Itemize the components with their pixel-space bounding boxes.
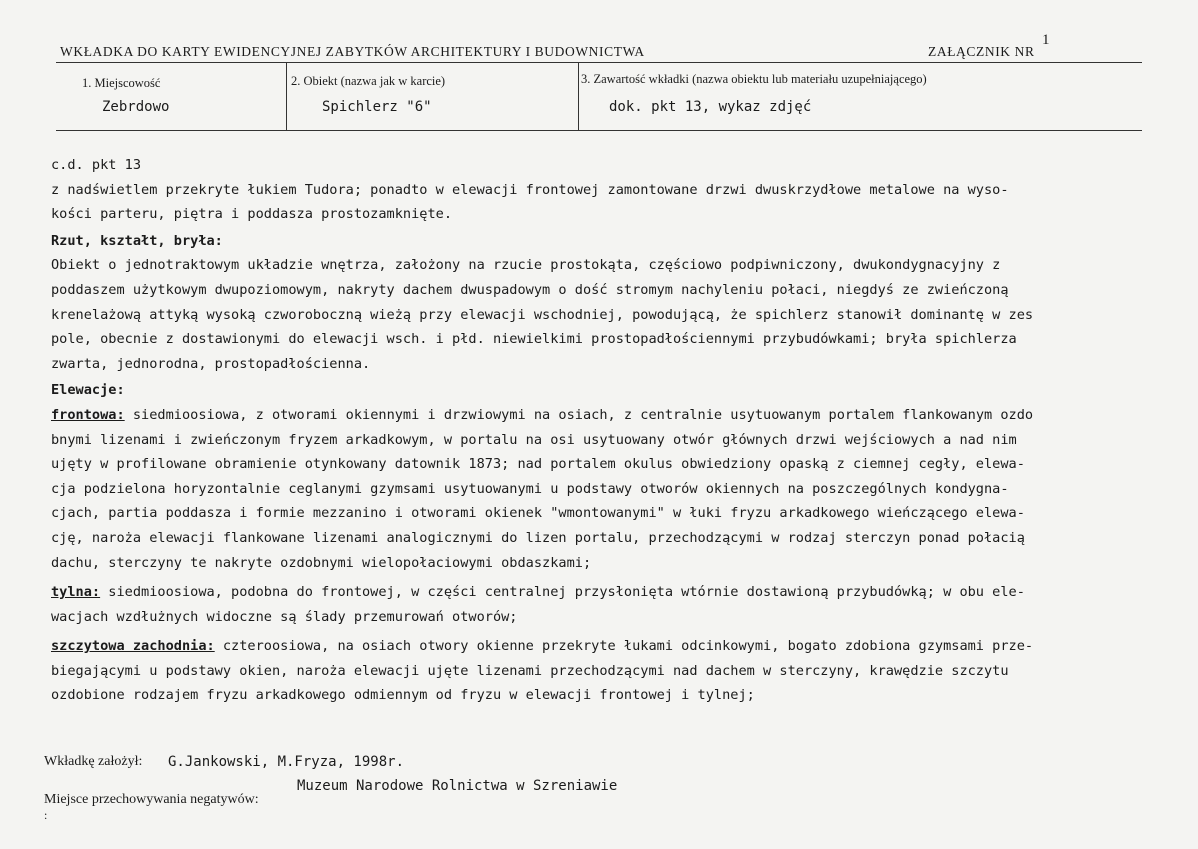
plan-line: poddaszem użytkowym dwupoziomowym, nakryty dachem dwuspadowym o dość stromym nachyleniu połaci, niegdyś ze zwieńczoną: [51, 281, 1009, 298]
front-elevation-line: cjach, partia poddasza i formie mezzanino i otworami okienek "wmontowanymi" w łuki fryzu arkadkowego wieńczącego elewa-: [51, 505, 1025, 522]
front-elevation-line: cję, naroża elewacji flankowane lizenami analogicznymi do lizen portalu, przechodzącymi w rodzaj sterczyn ponad połacią: [51, 529, 1025, 546]
field-value-object: Spichlerz "6": [322, 99, 432, 115]
field-label-object: 2. Obiekt (nazwa jak w karcie): [291, 74, 446, 88]
author-value: G.Jankowski, M.Fryza, 1998r.: [168, 754, 405, 770]
front-elevation-line: [51, 403, 1151, 428]
rear-elevation-text: siedmioosiowa, podobna do frontowej, w części centralnej przysłonięta wtórnie dostawioną przybudówką; w obu ele-: [100, 584, 1025, 601]
west-gable-elevation-text: czteroosiowa, na osiach otwory okienne przekryte łukami odcinkowymi, bogato zdobiona gzymsami prze-: [214, 638, 1034, 655]
document-body: [51, 153, 1151, 708]
form-title: WKŁADKA DO KARTY EWIDENCYJNEJ ZABYTKÓW ARCHITEKTURY I BUDOWNICTWA: [60, 44, 645, 59]
field-label-content: 3. Zawartość wkładki (nazwa obiektu lub materiału uzupełniającego): [581, 72, 927, 86]
west-gable-elevation-line: biegającymi u podstawy okien, naroża elewacji ujęte lizenami przechodzącymi nad dachem w sterczyny, krawędzie szczytu: [51, 662, 1009, 679]
front-elevation-label: frontowa:: [51, 406, 125, 423]
field-value-location: Zebrdowo: [102, 99, 170, 115]
front-elevation-text: siedmioosiowa, z otworami okiennymi i drzwiowymi na osiach, z centralnie usytuowanym portalem flankowanym ozdo: [124, 406, 1034, 423]
west-gable-elevation-line: [51, 634, 1151, 659]
front-elevation-line: cja podzielona horyzontalnie ceglanymi gzymsami usytuowanymi u podstawy otworów okiennych na poszczególnych kondygna-: [51, 480, 1009, 497]
author-label: Wkładkę założył:: [44, 754, 143, 769]
plan-line: zwarta, jednorodna, prostopadłościenna.: [51, 355, 371, 372]
page-number: 1: [1042, 32, 1050, 48]
front-elevation-line: dachu, sterczyny te nakryte ozdobnymi wielopołaciowymi obdaszkami;: [51, 554, 592, 571]
negatives-location-value: Muzeum Narodowe Rolnictwa w Szreniawie: [297, 778, 618, 794]
footer-colon-mark: :: [44, 808, 48, 822]
intro-line: kości parteru, piętra i poddasza prostozamknięte.: [51, 206, 453, 223]
west-gable-elevation-line: ozdobione rodzajem fryzu arkadkowego odmiennym od fryzu w elewacji frontowej i tylnej;: [51, 687, 755, 704]
field-value-content: dok. pkt 13, wykaz zdjęć: [609, 99, 812, 115]
rear-elevation-line: [51, 580, 1151, 605]
rear-elevation-label: tylna:: [51, 584, 101, 601]
west-gable-elevation-label: szczytowa zachodnia:: [51, 638, 215, 655]
annex-number-label: ZAŁĄCZNIK NR: [928, 44, 1035, 59]
continuation-heading: c.d. pkt 13: [51, 157, 142, 173]
section-heading-elevations: Elewacje:: [51, 382, 125, 399]
negatives-location-label: Miejsce przechowywania negatywów:: [44, 792, 259, 807]
front-elevation-line: ujęty w profilowane obramienie otynkowany datownik 1873; nad portalem okulus obwiedziony opaską z ciemnej cegły, elewa-: [51, 456, 1025, 473]
header-rule: [56, 62, 1142, 63]
intro-line: z nadświetlem przekryte łukiem Tudora; ponadto w elewacji frontowej zamontowane drzwi dwuskrzydłowe metalowe na wyso-: [51, 181, 1009, 198]
plan-line: krenelażową attyką wysoką czworoboczną wieżą przy elewacji wschodniej, powodującą, że spichlerz stanowił dominantę w zes: [51, 306, 1034, 323]
field-label-location: 1. Miejscowość: [82, 76, 161, 90]
field-divider-1: [286, 62, 287, 130]
plan-line: Obiekt o jednotraktowym układzie wnętrza, założony na rzucie prostokąta, częściowo podpiwniczony, dwukondygnacyjny z: [51, 257, 1001, 274]
front-elevation-line: bnymi lizenami i zwieńczonym fryzem arkadkowym, w portalu na osi usytuowany otwór głównych drzwi wejściowych a nad nim: [51, 431, 1017, 448]
field-divider-2: [578, 62, 579, 130]
fields-bottom-rule: [56, 130, 1142, 131]
plan-line: pole, obecnie z dostawionymi do elewacji wsch. i płd. niewielkimi prostopadłościennymi przybudówkami; bryła spichlerza: [51, 331, 1017, 348]
rear-elevation-line: wacjach wzdłużnych widoczne są ślady przemurowań otworów;: [51, 608, 518, 625]
section-heading-plan: Rzut, kształt, bryła:: [51, 232, 223, 249]
